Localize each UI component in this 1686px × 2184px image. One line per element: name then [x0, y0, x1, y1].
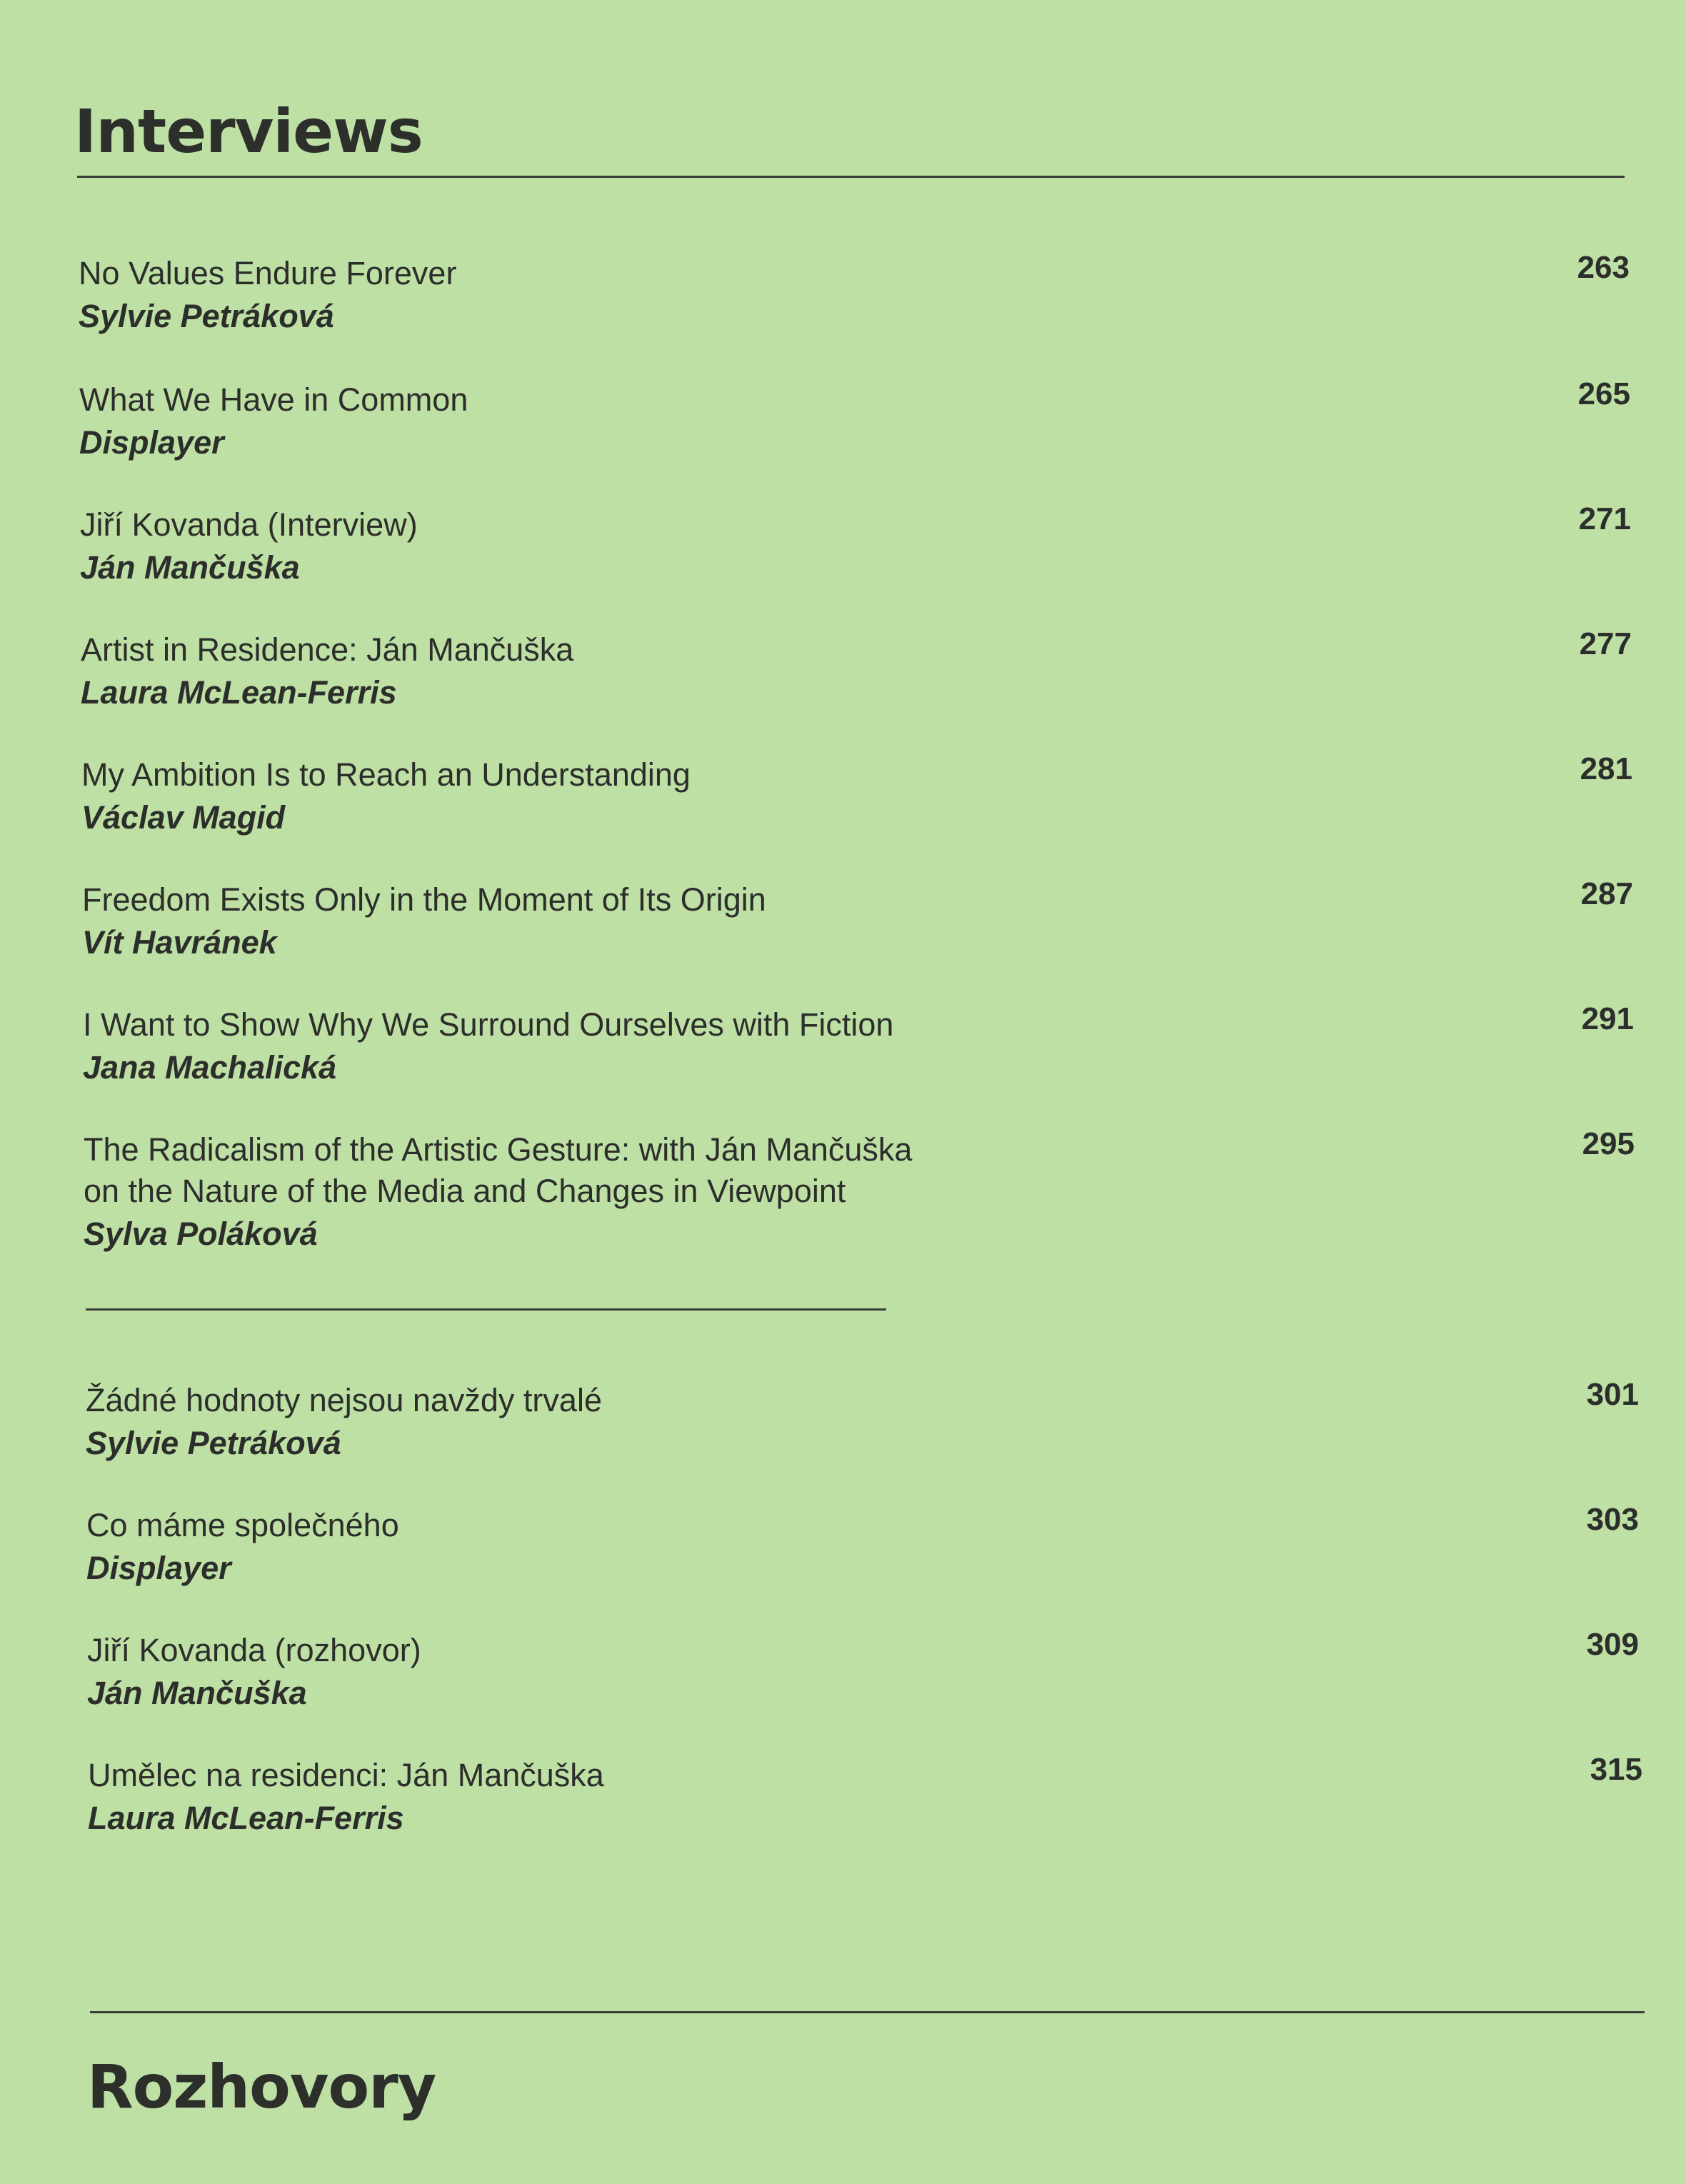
entry-title: Artist in Residence: Ján Mančuška	[81, 631, 574, 668]
toc-entry[interactable]	[0, 1752, 1686, 1859]
section-heading-interviews: Interviews	[74, 96, 423, 166]
toc-entry[interactable]	[0, 376, 1686, 484]
entry-author: Ján Mančuška	[87, 1675, 307, 1711]
entry-author: Displayer	[86, 1550, 231, 1586]
entry-title: What We Have in Common	[79, 381, 468, 418]
entry-author: Sylva Poláková	[84, 1216, 318, 1252]
section-divider	[86, 1308, 886, 1311]
toc-entry[interactable]	[0, 1377, 1686, 1484]
entry-author: Sylvie Petráková	[79, 298, 334, 334]
entry-title: Jiří Kovanda (Interview)	[80, 506, 418, 543]
toc-entry[interactable]	[0, 501, 1686, 608]
entry-title: Umělec na residenci: Ján Mančuška	[88, 1757, 604, 1793]
entry-title: Co máme společného	[86, 1507, 399, 1543]
toc-entry[interactable]	[0, 1001, 1686, 1108]
toc-entry[interactable]	[0, 751, 1686, 858]
entry-title	[84, 1129, 912, 1212]
toc-entry[interactable]	[0, 1502, 1686, 1609]
entry-author: Václav Magid	[81, 799, 286, 836]
entry-page-number: 309	[1586, 1627, 1639, 1662]
heading-rule-bottom	[90, 2011, 1645, 2013]
toc-entry[interactable]	[0, 1627, 1686, 1734]
entry-title: Žádné hodnoty nejsou navždy trvalé	[86, 1382, 602, 1418]
entry-page-number: 277	[1579, 626, 1632, 661]
entry-title: Freedom Exists Only in the Moment of Its Origin	[82, 881, 766, 918]
entry-author: Laura McLean-Ferris	[81, 674, 397, 711]
entry-page-number: 265	[1577, 376, 1630, 411]
entry-page-number: 287	[1580, 876, 1633, 911]
entry-author: Sylvie Petráková	[86, 1425, 341, 1461]
entry-author: Ján Mančuška	[80, 549, 300, 586]
heading-rule-top	[77, 176, 1625, 178]
entry-page-number: 303	[1586, 1502, 1639, 1537]
entry-author: Laura McLean-Ferris	[88, 1800, 404, 1836]
toc-entry[interactable]	[0, 626, 1686, 733]
entry-title: I Want to Show Why We Surround Ourselves with Fiction	[83, 1006, 894, 1043]
entry-page-number: 271	[1578, 501, 1631, 536]
entry-page-number: 291	[1581, 1001, 1634, 1036]
entry-page-number: 315	[1590, 1752, 1642, 1787]
section-heading-rozhovory: Rozhovory	[87, 2052, 436, 2122]
entry-page-number: 263	[1577, 250, 1630, 285]
toc-entry[interactable]	[0, 250, 1686, 357]
entry-title: No Values Endure Forever	[79, 255, 457, 291]
entry-page-number: 301	[1586, 1377, 1639, 1412]
entry-author: Vít Havránek	[82, 924, 277, 961]
entry-author: Displayer	[79, 424, 224, 461]
entry-title: Jiří Kovanda (rozhovor)	[87, 1632, 421, 1668]
entry-title-line: The Radicalism of the Artistic Gesture: with Ján Mančuška	[84, 1131, 913, 1168]
entry-title-line: on the Nature of the Media and Changes in Viewpoint	[84, 1173, 846, 1209]
entry-title: My Ambition Is to Reach an Understanding	[81, 756, 691, 793]
toc-entry[interactable]	[0, 1126, 1686, 1269]
entry-author: Jana Machalická	[83, 1049, 337, 1086]
entry-page-number: 281	[1580, 751, 1632, 786]
entry-page-number: 295	[1582, 1126, 1635, 1161]
toc-entry[interactable]	[0, 876, 1686, 983]
